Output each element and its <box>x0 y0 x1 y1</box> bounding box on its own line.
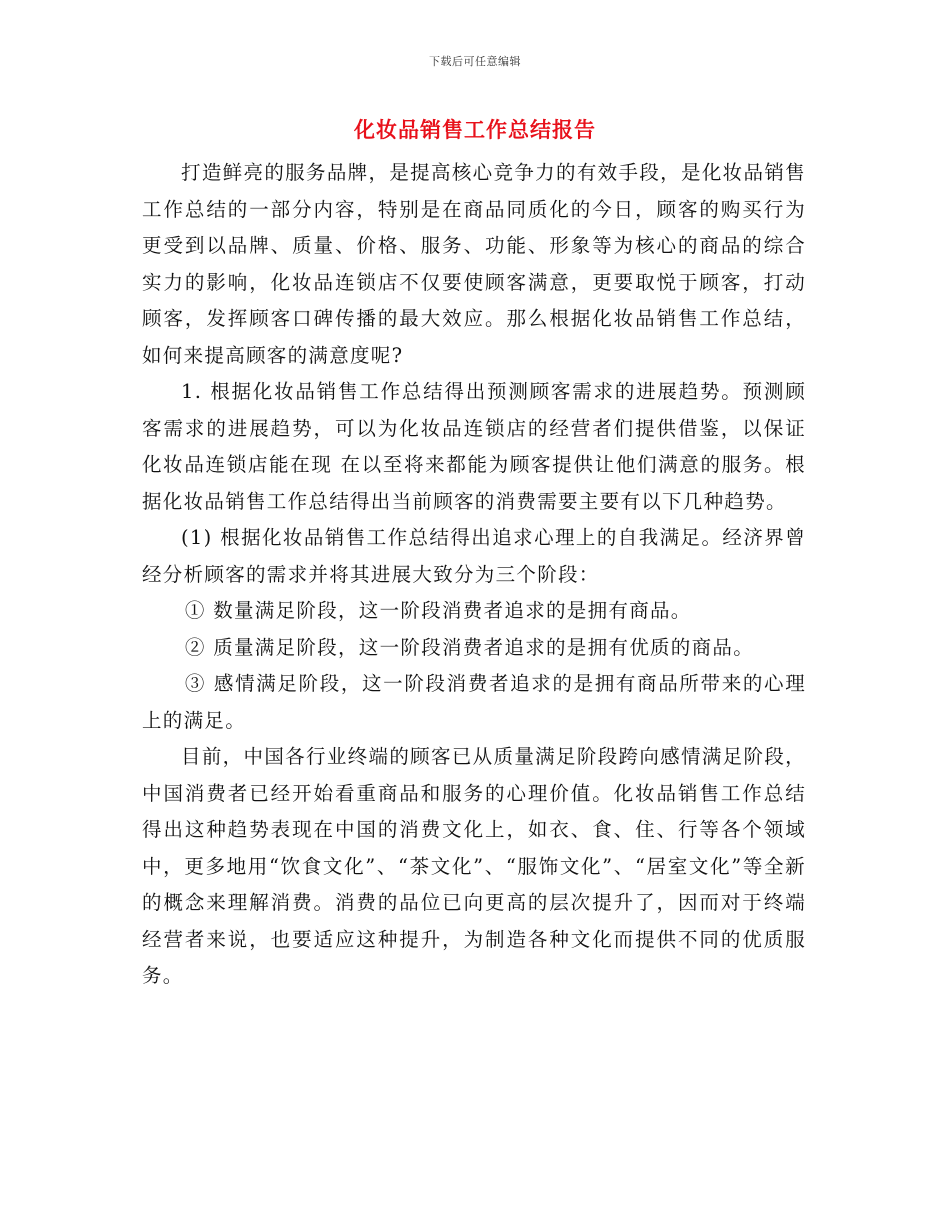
header-note: 下载后可任意编辑 <box>429 55 521 68</box>
document-body <box>142 155 806 995</box>
paragraph-subpoint-1: (1) 根据化妆品销售工作总结得出追求心理上的自我满足。经济界曾经分析顾客的需求并将其进展大致分为三个阶段： <box>142 526 806 586</box>
paragraph-current-trend: 目前，中国各行业终端的顾客已从质量满足阶段跨向感情满足阶段，中国消费者已经开始看重商品和服务的心理价值。化妆品销售工作总结得出这种趋势表现在中国的消费文化上，如衣、食、住、行等各个领域中，更多地用“饮食文化”、“茶文化”、“服饰文化”、“居室文化”等全新的概念来理解消费。消费的品位已向更高的层次提升了，因而对于终端经营者来说，也要适应这种提升，为制造各种文化而提供不同的优质服务。 <box>142 745 806 987</box>
document-title: 化妆品销售工作总结报告 <box>354 117 596 142</box>
list-item-stage-3: ③ 感情满足阶段，这一阶段消费者追求的是拥有商品所带来的心理上的满足。 <box>142 672 806 732</box>
paragraph-point-1: 1. 根据化妆品销售工作总结得出预测顾客需求的进展趋势。预测顾客需求的进展趋势，可以为化妆品连锁店的经营者们提供借鉴，以保证化妆品连锁店能在现 在以至将来都能为顾客提供让他们满意的服务。根据化妆品销售工作总结得出当前顾客的消费需要主要有以下几种趋势。 <box>142 380 806 513</box>
list-item-stage-2: ② 质量满足阶段，这一阶段消费者追求的是拥有优质的商品。 <box>184 635 754 659</box>
paragraph-intro: 打造鲜亮的服务品牌，是提高核心竞争力的有效手段，是化妆品销售工作总结的一部分内容，特别是在商品同质化的今日，顾客的购买行为更受到以品牌、质量、价格、服务、功能、形象等为核心的商品的综合实力的影响，化妆品连锁店不仅要使顾客满意，更要取悦于顾客，打动顾客，发挥顾客口碑传播的最大效应。那么根据化妆品销售工作总结，如何来提高顾客的满意度呢? <box>142 161 806 367</box>
list-item-stage-1: ① 数量满足阶段，这一阶段消费者追求的是拥有商品。 <box>184 599 692 622</box>
